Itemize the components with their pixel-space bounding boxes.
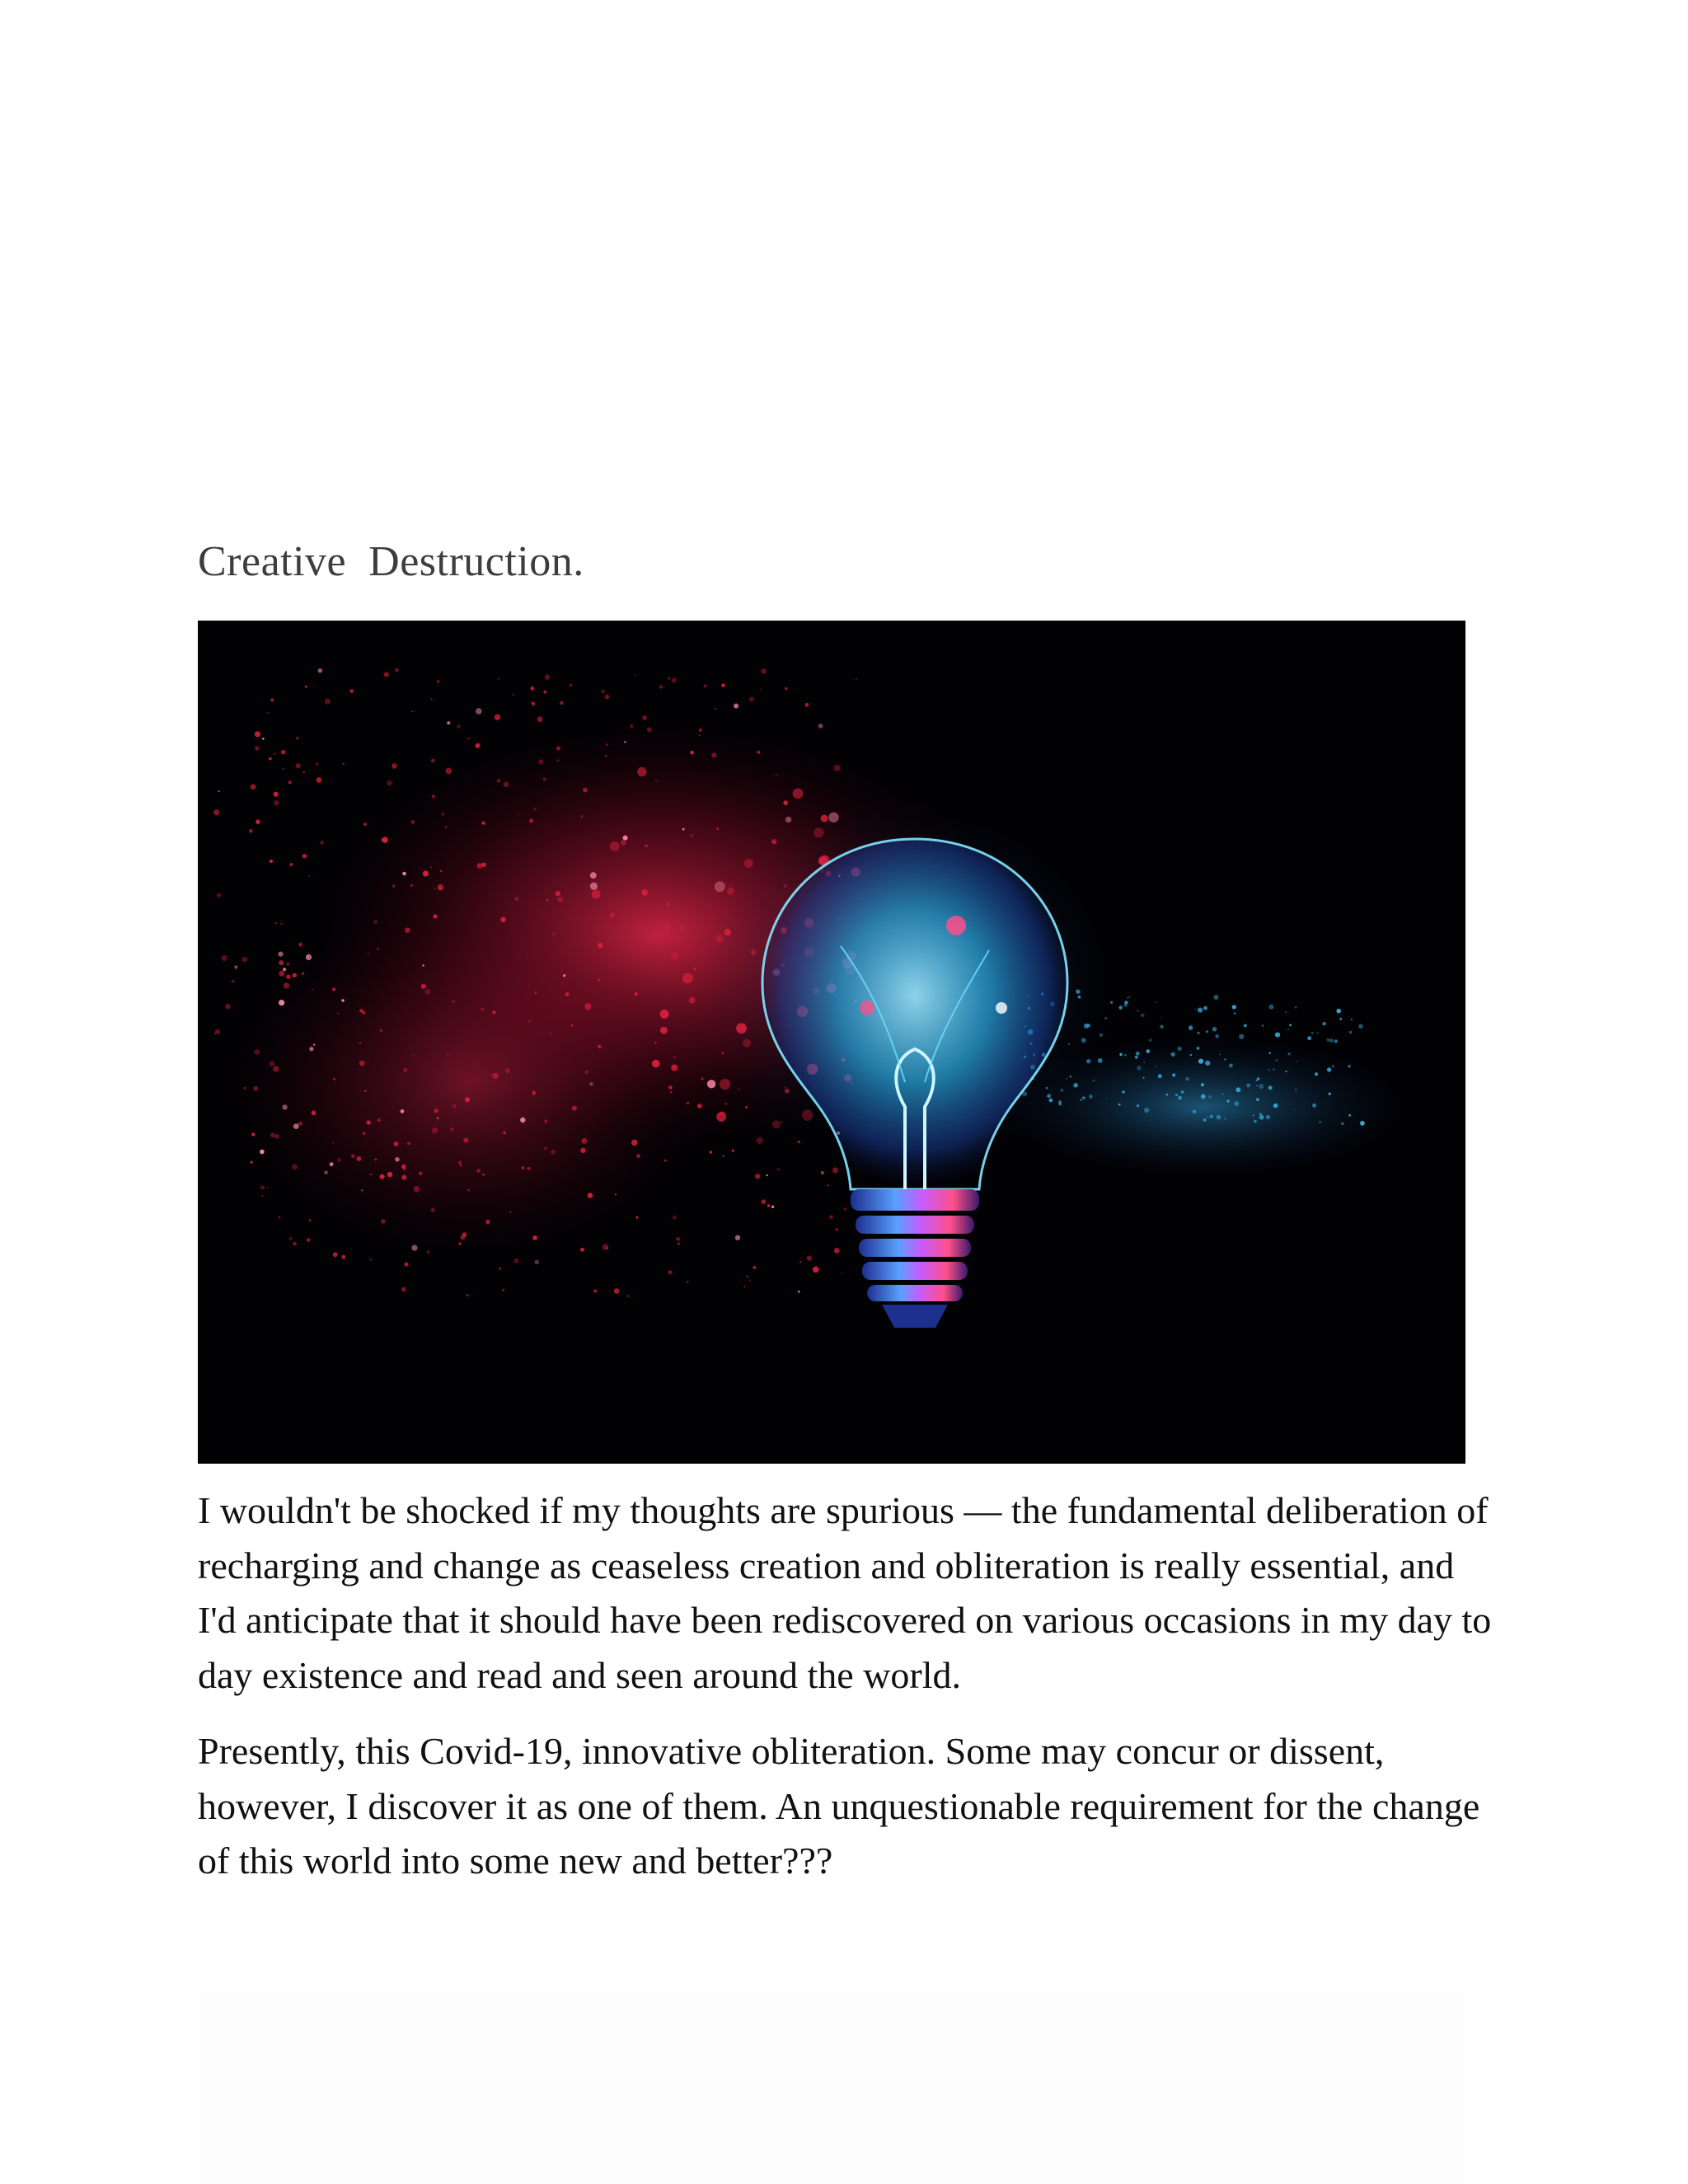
- article-body: [198, 1483, 1500, 1910]
- exploding-bulb-illustration: [198, 621, 1465, 1464]
- paragraph: I wouldn't be shocked if my thoughts are spurious — the fundamental deliberation of recharging and change as ceaseless creation and obliteration is really essential, and I'd anticipate that it should have been rediscovered on various occasions in my day to day existence and read and seen around the world.: [198, 1489, 1492, 1696]
- page-title: Creative Destruction.: [198, 538, 584, 585]
- paragraph: Presently, this Covid-19, innovative obliteration. Some may concur or dissent, however, I discover it as one of them. An unquestionable requirement for the change of this world into some new and better???: [198, 1730, 1480, 1882]
- hero-image: [198, 621, 1465, 1464]
- page-footer-area: [198, 1994, 1465, 2184]
- bulb-screw-base: [851, 1189, 979, 1328]
